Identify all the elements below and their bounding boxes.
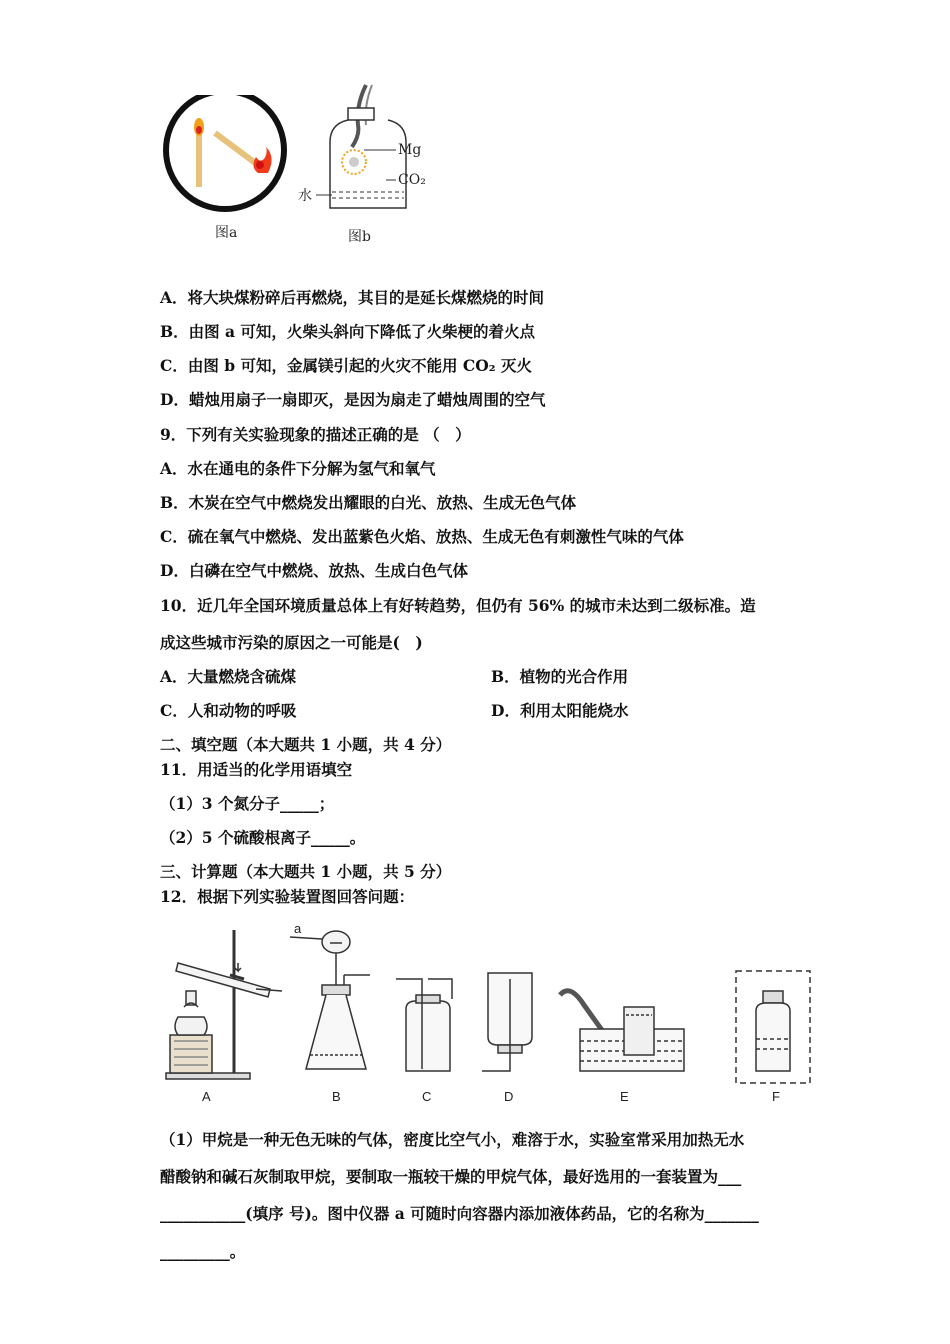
- label-f: F: [772, 1089, 780, 1104]
- q9-option-c: C．硫在氧气中燃烧、发出蓝紫色火焰、放热、生成无色有刺激性气味的气体: [160, 527, 684, 546]
- label-a: A: [202, 1089, 211, 1104]
- figure-b-mg-co2: [296, 80, 446, 245]
- apparatus-b: [290, 931, 370, 1069]
- apparatus-f: [736, 971, 810, 1083]
- label-mg: Mg: [398, 142, 422, 158]
- q10-option-b: B．植物的光合作用: [491, 667, 629, 686]
- q9-stem: 9．下列有关实验现象的描述正确的是 （ ）: [160, 425, 471, 444]
- q12-1-line4: _________。: [160, 1242, 246, 1261]
- q8-option-b: B．由图 a 可知，火柴头斜向下降低了火柴梗的着火点: [160, 322, 535, 341]
- apparatus-c: [396, 979, 452, 1071]
- label-funnel-a: a: [294, 921, 302, 936]
- q11-part2: （2）5 个硫酸根离子_____。: [160, 828, 366, 847]
- q10-option-d: D．利用太阳能烧水: [491, 701, 629, 720]
- q12-1-line3: ___________(填序 号)。图中仪器 a 可随时向容器内添加液体药品，它的名称为_______: [160, 1204, 759, 1223]
- apparatus-a: [166, 930, 282, 1079]
- figure-a-match: [160, 95, 300, 245]
- label-e: E: [620, 1089, 629, 1104]
- q10-stem-line1: 10．近几年全国环境质量总体上有好转趋势，但仍有 56% 的城市未达到二级标准。造: [160, 596, 756, 615]
- q9-option-d: D．白磷在空气中燃烧、放热、生成白色气体: [160, 561, 468, 580]
- q12-1-line2: 醋酸钠和碱石灰制取甲烷，要制取一瓶较干燥的甲烷气体，最好选用的一套装置为___: [160, 1167, 742, 1186]
- gas-bottle: [330, 120, 406, 208]
- tilted-flame: [253, 147, 271, 173]
- bottle-neck: [348, 108, 374, 120]
- label-water: 水: [298, 188, 312, 204]
- q9-option-b: B．木炭在空气中燃烧发出耀眼的白光、放热、生成无色气体: [160, 493, 577, 512]
- q8-option-d: D．蜡烛用扇子一扇即灭，是因为扇走了蜡烛周围的空气: [160, 390, 546, 409]
- q8-option-c: C．由图 b 可知，金属镁引起的火灾不能用 CO₂ 灭火: [160, 356, 532, 375]
- q11-stem: 11．用适当的化学用语填空: [160, 760, 353, 779]
- label-b: B: [332, 1089, 341, 1104]
- apparatus-d: [482, 973, 532, 1071]
- q12-stem: 12．根据下列实验装置图回答问题：: [160, 887, 415, 906]
- q10-stem-line2: 成这些城市污染的原因之一可能是( ): [160, 633, 423, 652]
- fig-a-caption: 图a: [215, 225, 238, 241]
- apparatus-figure: [160, 915, 820, 1110]
- q12-1-line1: （1）甲烷是一种无色无味的气体，密度比空气小，难溶于水，实验室常采用加热无水: [160, 1130, 745, 1149]
- label-d: D: [504, 1089, 514, 1104]
- label-co2: CO₂: [398, 172, 426, 188]
- q8-option-a: A．将大块煤粉碎后再燃烧，其目的是延长煤燃烧的时间: [160, 288, 545, 307]
- q9-option-a: A．水在通电的条件下分解为氢气和氧气: [160, 459, 436, 478]
- section3-heading: 三、计算题（本大题共 1 小题，共 5 分）: [160, 862, 452, 881]
- q10-option-c: C．人和动物的呼吸: [160, 701, 297, 720]
- apparatus-e: [560, 991, 684, 1071]
- label-c: C: [422, 1089, 432, 1104]
- q11-part1: （1）3 个氮分子_____；: [160, 794, 335, 813]
- fig-b-caption: 图b: [348, 229, 371, 245]
- q10-option-a: A．大量燃烧含硫煤: [160, 667, 297, 686]
- section2-heading: 二、填空题（本大题共 1 小题，共 4 分）: [160, 735, 452, 754]
- upright-match: [196, 133, 202, 187]
- circle-frame: [166, 95, 284, 209]
- tilted-match: [215, 133, 258, 165]
